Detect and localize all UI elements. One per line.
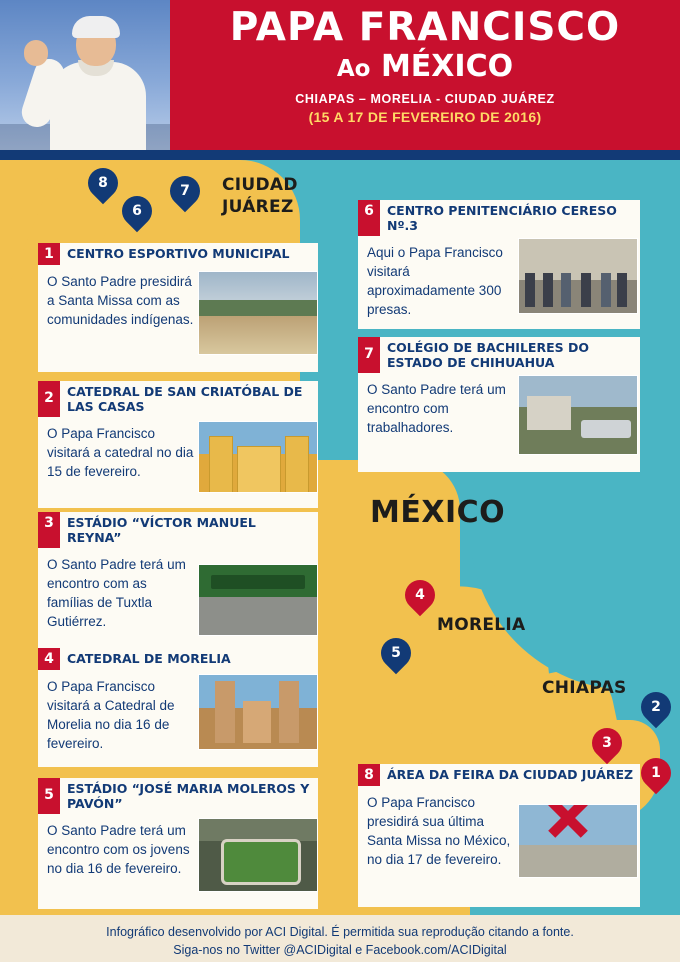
header-banner <box>0 0 680 150</box>
card-body <box>358 786 640 907</box>
thumb-bus <box>581 420 631 438</box>
card-text: O Papa Francisco visitará a catedral no dia 15 de fevereiro. <box>47 426 194 479</box>
thumb-sign <box>211 575 305 589</box>
thumb-hills <box>199 300 317 316</box>
thumb-stands <box>199 819 317 841</box>
card-header <box>38 648 318 670</box>
info-card-8[interactable] <box>358 764 640 907</box>
card-number: 3 <box>38 512 60 548</box>
thumb-person <box>581 273 591 307</box>
map-pin-number: 2 <box>651 699 661 715</box>
thumb-person <box>561 273 571 307</box>
thumb-building <box>527 396 571 430</box>
card-title: CENTRO ESPORTIVO MUNICIPAL <box>60 243 318 265</box>
card-text: O Santo Padre terá um encontro com trabalhadores. <box>367 382 506 435</box>
map-pin-2[interactable] <box>641 692 671 730</box>
thumb-tower-left <box>209 436 233 493</box>
card-thumbnail-6 <box>518 238 638 314</box>
card-text: O Santo Padre presidirá a Santa Missa com as comunidades indígenas. <box>47 274 194 327</box>
map-pin-8[interactable] <box>88 168 118 206</box>
thumb-tower-left <box>215 681 235 743</box>
card-header <box>358 764 640 786</box>
card-number: 8 <box>358 764 380 786</box>
thumb-person <box>525 273 535 307</box>
card-header <box>358 200 640 236</box>
card-text: O Santo Padre terá um encontro com as famílias de Tuxtla Gutiérrez. <box>47 557 186 629</box>
thumb-ground <box>519 845 637 877</box>
card-header <box>38 778 318 814</box>
card-thumbnail-2 <box>198 421 318 493</box>
card-body <box>38 814 318 909</box>
card-header <box>38 381 318 417</box>
card-body <box>38 417 318 508</box>
card-header <box>38 243 318 265</box>
card-header <box>358 337 640 373</box>
pope-photo <box>0 0 170 150</box>
info-card-2[interactable] <box>38 381 318 508</box>
photo-zucchetto <box>72 16 120 38</box>
card-title: ESTÁDIO “JOSÉ MARIA MOLEROS Y PAVÓN” <box>60 778 318 814</box>
footer-line-1: Infográfico desenvolvido por ACI Digital. É permitida sua reprodução citando a fonte. <box>106 925 574 939</box>
card-title: ÁREA DA FEIRA DA CIUDAD JUÁREZ <box>380 764 640 786</box>
page-subtitle <box>175 50 675 86</box>
card-text: Aqui o Papa Francisco visitará aproximadamente 300 presas. <box>367 245 503 317</box>
map-pin-5[interactable] <box>381 638 411 676</box>
info-card-1[interactable] <box>38 243 318 372</box>
header-cities: CHIAPAS – MORELIA - CIUDAD JUÁREZ <box>295 92 555 106</box>
map-pin-number: 4 <box>415 587 425 603</box>
card-body <box>38 670 318 767</box>
header-stripe <box>0 150 680 160</box>
card-title: CENTRO PENITENCIÁRIO CERESO Nº.3 <box>380 200 640 236</box>
thumb-person <box>543 273 553 307</box>
card-body <box>38 548 318 657</box>
map-pin-number: 1 <box>651 765 661 781</box>
card-number: 7 <box>358 337 380 373</box>
card-thumbnail-3 <box>198 564 318 636</box>
info-card-5[interactable] <box>38 778 318 909</box>
card-number: 2 <box>38 381 60 417</box>
page-subtitle-country: MÉXICO <box>380 49 514 84</box>
footer <box>0 915 680 962</box>
card-number: 4 <box>38 648 60 670</box>
card-title: CATEDRAL DE MORELIA <box>60 648 318 670</box>
card-text: O Papa Francisco presidirá sua última Santa Missa no México, no dia 17 de fevereiro. <box>367 795 511 867</box>
map-pin-number: 3 <box>602 735 612 751</box>
region-label-ciudad-juarez: CIUDAD JUÁREZ <box>222 175 298 217</box>
info-card-6[interactable] <box>358 200 640 329</box>
thumb-facade <box>237 446 281 493</box>
map-pin-number: 8 <box>98 175 108 191</box>
thumb-ground <box>199 597 317 636</box>
card-thumbnail-5 <box>198 818 318 892</box>
header-dates: (15 A 17 DE FEVEREIRO DE 2016) <box>308 109 542 125</box>
map-pin-1[interactable] <box>641 758 671 796</box>
thumb-dome <box>243 701 271 743</box>
country-label: MÉXICO <box>370 495 506 530</box>
map-pin-7[interactable] <box>170 176 200 214</box>
thumb-tower-right <box>279 681 299 743</box>
card-number: 6 <box>358 200 380 236</box>
map-pin-3[interactable] <box>592 728 622 766</box>
thumb-person <box>617 273 627 307</box>
page-title: PAPA FRANCISCO <box>229 5 621 50</box>
map-pin-4[interactable] <box>405 580 435 618</box>
photo-hand <box>24 40 48 66</box>
card-title: COLÉGIO DE BACHILERES DO ESTADO DE CHIHUAHUA <box>380 337 640 373</box>
card-number: 1 <box>38 243 60 265</box>
card-thumbnail-1 <box>198 271 318 355</box>
info-card-7[interactable] <box>358 337 640 472</box>
card-text: O Santo Padre terá um encontro com os jovens no dia 16 de fevereiro. <box>47 823 190 876</box>
info-card-3[interactable] <box>38 512 318 657</box>
header-title-block <box>175 5 675 125</box>
thumb-person <box>601 273 611 307</box>
info-card-4[interactable] <box>38 648 318 767</box>
region-label-chiapas: CHIAPAS <box>542 678 627 698</box>
card-thumbnail-8 <box>518 804 638 878</box>
card-body <box>38 265 318 372</box>
thumb-pitch <box>221 839 301 885</box>
card-body <box>358 236 640 329</box>
card-title: CATEDRAL DE SAN CRIATÓBAL DE LAS CASAS <box>60 381 318 417</box>
thumb-tower-right <box>285 436 309 493</box>
map-pin-number: 5 <box>391 645 401 661</box>
page-subtitle-prefix: Ao <box>336 56 371 82</box>
card-header <box>38 512 318 548</box>
card-title: ESTÁDIO “VÍCTOR MANUEL REYNA” <box>60 512 318 548</box>
card-body <box>358 373 640 472</box>
card-thumbnail-7 <box>518 375 638 455</box>
footer-line-2: Siga-nos no Twitter @ACIDigital e Facebook.com/ACIDigital <box>173 943 507 957</box>
map-pin-number: 7 <box>180 183 190 199</box>
card-thumbnail-4 <box>198 674 318 750</box>
card-number: 5 <box>38 778 60 814</box>
card-text: O Papa Francisco visitará a Catedral de Morelia no dia 16 de fevereiro. <box>47 679 175 751</box>
map-pin-6[interactable] <box>122 196 152 234</box>
region-label-morelia: MORELIA <box>437 615 526 635</box>
map-pin-number: 6 <box>132 203 142 219</box>
